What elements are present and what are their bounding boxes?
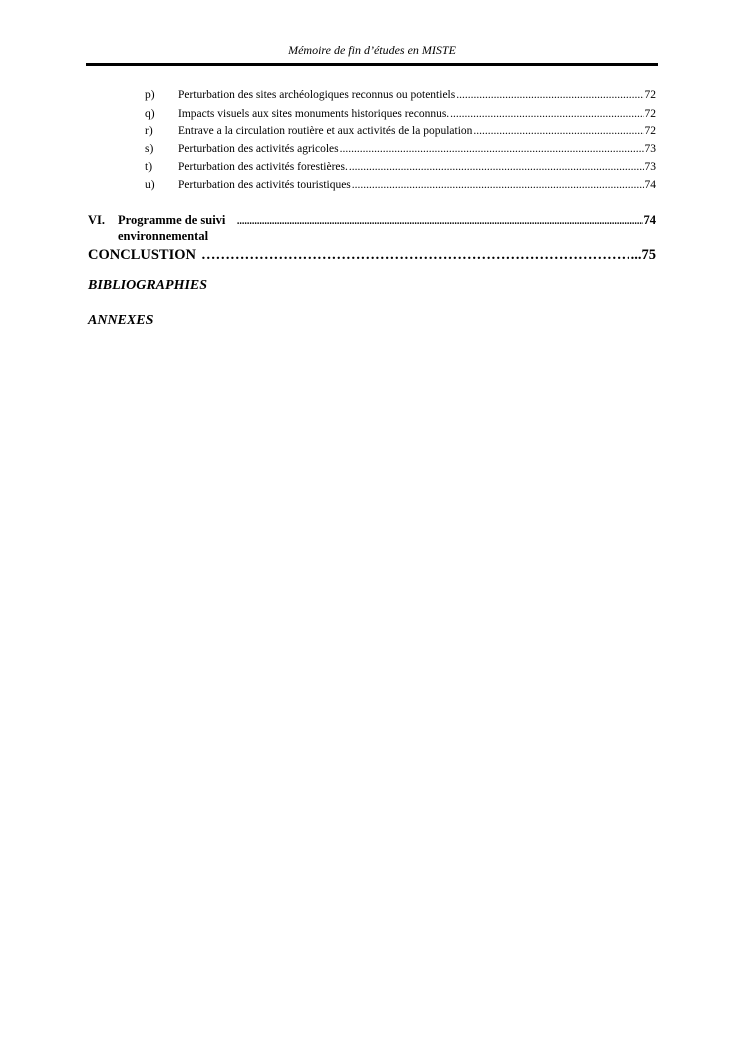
leader-dots	[340, 142, 644, 157]
toc-entry-letter: u)	[145, 179, 155, 191]
toc-entry-letter: r)	[145, 125, 153, 137]
toc-entry-conclusion	[88, 245, 656, 265]
leader-dots	[450, 107, 643, 122]
toc-entry-annexes: ANNEXES	[88, 313, 154, 328]
leader-dots	[456, 88, 643, 103]
toc-entry-q	[145, 107, 656, 122]
toc-entry-title: Perturbation des activités forestières.	[178, 161, 348, 173]
toc-entry-section-vi	[88, 212, 656, 243]
toc-conclusion-title: CONCLUSTION	[88, 247, 196, 263]
toc-entry-page: 72	[644, 125, 656, 137]
leader-dots	[237, 214, 643, 230]
toc-section-title: Programme de suivi environnemental	[118, 213, 226, 243]
toc-section-number: VI.	[88, 213, 106, 227]
toc-entry-title: Impacts visuels aux sites monuments historiques reconnus.	[178, 108, 450, 120]
toc-entry-t	[145, 160, 656, 175]
toc-entry-page: 72	[644, 108, 656, 120]
toc-entry-title: Perturbation des sites archéologiques reconnus ou potentiels	[178, 89, 456, 101]
toc-entry-r	[145, 124, 656, 139]
toc-entry-title: Perturbation des activités agricoles	[178, 143, 339, 155]
toc-conclusion-page: ...75	[630, 247, 656, 263]
leader-dots	[473, 124, 643, 139]
toc-entry-title: Entrave a la circulation routière et aux activités de la population	[178, 125, 473, 137]
toc-section-page: 74	[643, 213, 656, 227]
toc-entry-letter: p)	[145, 89, 155, 101]
toc-entry-page: 72	[644, 89, 656, 101]
toc-entry-u	[145, 178, 656, 193]
toc-entry-p	[145, 88, 656, 103]
header-rule	[86, 63, 658, 66]
toc-entry-page: 74	[644, 179, 656, 191]
toc-entry-letter: t)	[145, 161, 153, 173]
toc-entry-letter: q)	[145, 108, 155, 120]
toc-entry-title: Perturbation des activités touristiques	[178, 179, 351, 191]
toc-entry-bibliographies: BIBLIOGRAPHIES	[88, 278, 208, 293]
running-header: Mémoire de fin d’études en MISTE	[288, 43, 456, 57]
toc-entry-page: 73	[644, 143, 656, 155]
leader-dots	[201, 245, 629, 265]
toc-entry-page: 73	[644, 161, 656, 173]
toc-entry-letter: s)	[145, 143, 154, 155]
toc-entry-s	[145, 142, 656, 157]
leader-dots	[352, 178, 644, 193]
leader-dots	[349, 160, 644, 175]
